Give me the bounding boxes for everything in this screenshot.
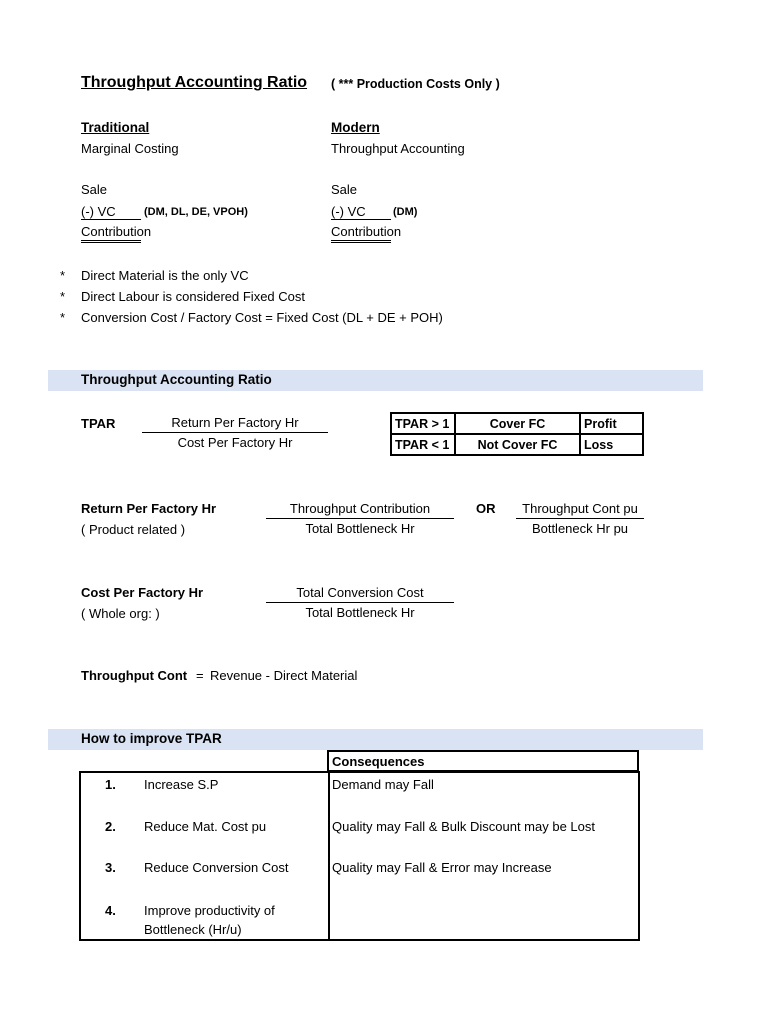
- modern-contribution: Contribution: [331, 224, 391, 243]
- section-band-tpar: [48, 370, 703, 391]
- modern-vc-label: (-) VC: [331, 204, 366, 219]
- consequences-header: Consequences: [332, 754, 425, 769]
- traditional-contribution: Contribution: [81, 224, 141, 243]
- table-cell: TPAR < 1: [391, 434, 455, 455]
- bullet-item: Conversion Cost / Factory Cost = Fixed Cost (DL + DE + POH): [81, 310, 443, 325]
- tc-label: Throughput Cont: [81, 668, 188, 683]
- table-cell: TPAR > 1: [391, 413, 455, 434]
- consequences-header-cell: [327, 750, 639, 771]
- cost-label: Cost Per Factory Hr: [81, 585, 204, 600]
- row-action-line2: Bottleneck (Hr/u): [144, 922, 242, 937]
- tpar-table: [390, 412, 644, 456]
- modern-sale: Sale: [331, 182, 358, 197]
- return-alt-numerator: Throughput Cont pu: [516, 501, 644, 519]
- modern-vc-note: (DM): [393, 206, 418, 218]
- cost-numerator: Total Conversion Cost: [266, 585, 454, 603]
- page-title: Throughput Accounting Ratio: [81, 74, 308, 91]
- improve-table: [79, 771, 640, 941]
- row-number: 3.: [105, 860, 116, 875]
- row-action: Reduce Mat. Cost pu: [144, 819, 267, 834]
- cost-denominator: Total Bottleneck Hr: [305, 605, 415, 620]
- row-consequence: Quality may Fall & Error may Increase: [332, 860, 552, 875]
- return-alt-fraction: [516, 501, 644, 536]
- traditional-vc-note: (DM, DL, DE, VPOH): [144, 206, 248, 218]
- table-cell: Profit: [580, 413, 643, 434]
- row-number: 2.: [105, 819, 116, 834]
- or-label: OR: [476, 501, 496, 516]
- cost-sub: ( Whole org: ): [81, 606, 160, 621]
- return-fraction: [266, 501, 454, 536]
- tpar-fraction: [142, 415, 328, 450]
- table-cell: Not Cover FC: [455, 434, 580, 455]
- tpar-label: TPAR: [81, 416, 116, 431]
- bullet-marker: *: [60, 289, 66, 304]
- section-title-improve: How to improve TPAR: [81, 731, 222, 746]
- row-action: Reduce Conversion Cost: [144, 860, 289, 875]
- modern-subheading: Throughput Accounting: [331, 141, 465, 156]
- table-cell: Loss: [580, 434, 643, 455]
- return-numerator: Throughput Contribution: [266, 501, 454, 519]
- modern-heading: Modern: [331, 120, 380, 135]
- bullet-item: Direct Labour is considered Fixed Cost: [81, 289, 305, 304]
- return-label: Return Per Factory Hr: [81, 501, 217, 516]
- tc-equals: =: [196, 668, 204, 683]
- return-sub: ( Product related ): [81, 522, 186, 537]
- return-alt-denominator: Bottleneck Hr pu: [531, 521, 629, 536]
- section-band-improve: [48, 729, 703, 750]
- tpar-numerator: Return Per Factory Hr: [142, 415, 328, 433]
- cost-fraction: [266, 585, 454, 620]
- row-consequence: Demand may Fall: [332, 777, 434, 792]
- tpar-denominator: Cost Per Factory Hr: [177, 435, 293, 450]
- row-action: Increase S.P: [144, 777, 219, 792]
- traditional-subheading: Marginal Costing: [81, 141, 179, 156]
- table-cell: Cover FC: [455, 413, 580, 434]
- row-number: 4.: [105, 903, 116, 918]
- traditional-heading: Traditional: [81, 120, 150, 135]
- traditional-sale: Sale: [81, 182, 108, 197]
- section-title-tpar: Throughput Accounting Ratio: [81, 372, 272, 387]
- table-divider: [328, 773, 330, 939]
- tc-formula: Revenue - Direct Material: [210, 668, 358, 683]
- row-action: Improve productivity of: [144, 903, 275, 918]
- table-row: [391, 434, 643, 455]
- modern-vc: [331, 204, 391, 220]
- bullet-marker: *: [60, 310, 66, 325]
- title-note: ( *** Production Costs Only ): [331, 77, 500, 91]
- bullet-item: Direct Material is the only VC: [81, 268, 249, 283]
- traditional-vc: [81, 204, 141, 220]
- row-consequence: Quality may Fall & Bulk Discount may be Lost: [332, 819, 595, 834]
- bullet-marker: *: [60, 268, 66, 283]
- table-row: [391, 413, 643, 434]
- return-denominator: Total Bottleneck Hr: [305, 521, 415, 536]
- traditional-vc-label: (-) VC: [81, 204, 116, 219]
- row-number: 1.: [105, 777, 116, 792]
